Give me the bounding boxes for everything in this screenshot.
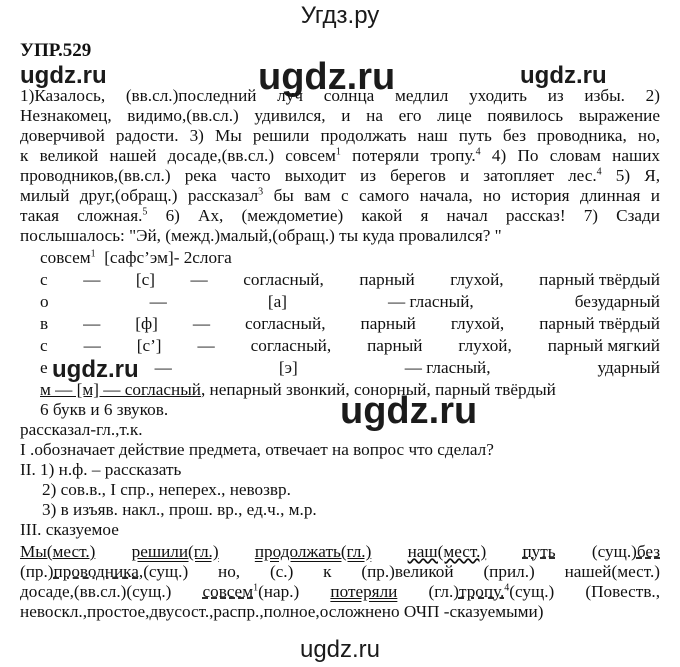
feature: согласный, <box>245 314 326 333</box>
parse-word: продолжать(гл.) <box>254 542 372 561</box>
dash: — <box>83 336 101 355</box>
dash: — <box>154 358 172 377</box>
phonetic-row <box>20 292 660 312</box>
sound: [а] <box>267 292 287 311</box>
transcription: [сафс’эм]- 2слога <box>104 248 232 267</box>
parse-word: тропу. <box>458 582 505 601</box>
feature: парный твёрдый <box>539 314 660 333</box>
parse-word: потеряли <box>330 582 398 601</box>
phonetic-row <box>20 358 660 378</box>
sound: [э] <box>278 358 298 377</box>
watermark: ugdz.ru <box>20 62 107 89</box>
footnote-mark: 4 <box>475 146 481 158</box>
parse-word: без <box>636 542 660 561</box>
footnote-mark: 5 <box>142 206 148 218</box>
footnote-mark: 1 <box>335 146 341 158</box>
site-header: Угдз.ру <box>300 2 380 29</box>
feature: парный мягкий <box>547 336 660 355</box>
dash: — гласный, <box>404 358 491 377</box>
text-line <box>20 166 660 186</box>
feature: глухой, <box>458 336 512 355</box>
sound: [с] <box>135 270 155 289</box>
parse-word: (Повеств., <box>585 582 661 601</box>
parse-word: совсем <box>202 582 254 601</box>
text-segment: 5) Я, <box>615 166 661 185</box>
site-footer: ugdz.ru <box>299 636 381 663</box>
text-line <box>20 206 660 226</box>
phonetic-summary: 6 букв и 6 звуков. <box>40 400 169 419</box>
parse-word: (пр.) <box>20 562 54 581</box>
text-line <box>20 186 660 206</box>
letter: о <box>40 292 49 311</box>
dash: — <box>149 292 167 311</box>
feature: парный <box>360 314 416 333</box>
watermark: ugdz.ru <box>340 390 478 432</box>
footnote-mark: 1 <box>90 248 96 260</box>
morph-line: 2) сов.в., I спр., неперех., невозвр. <box>42 480 291 499</box>
dash: — <box>83 314 101 333</box>
parse-word: но, <box>218 562 241 581</box>
letter: е <box>40 358 48 377</box>
parse-word: ,(сущ.) <box>138 562 189 581</box>
text-segment: , непарный звонкий, сонорный, парный твёрдый <box>200 380 556 399</box>
parse-line <box>20 562 660 582</box>
dash: — <box>190 270 208 289</box>
watermark: ugdz.ru <box>52 356 139 383</box>
sound: [с’] <box>136 336 162 355</box>
feature: глухой, <box>450 314 505 333</box>
text-segment: бы вам с самого начала, но история длинная и <box>273 186 661 205</box>
feature: парный твёрдый <box>539 270 660 289</box>
parse-word: проводника <box>53 562 139 581</box>
parse-word: (прил.) <box>483 562 535 581</box>
parse-line: невоскл.,простое,двусост.,распр.,полное,осложнено ОЧП -сказуемыми) <box>20 602 544 621</box>
feature: парный <box>367 336 423 355</box>
underlined-segment: м — [м] — согласный <box>40 380 201 399</box>
phonetic-row <box>20 336 660 356</box>
watermark: ugdz.ru <box>520 62 607 89</box>
feature: согласный, <box>243 270 324 289</box>
phonetic-word: совсем <box>40 248 91 267</box>
text-segment: к великой нашей досаде,(вв.сл.) совсем <box>20 146 336 165</box>
feature: согласный, <box>250 336 332 355</box>
feature: глухой, <box>450 270 504 289</box>
parse-word: (с.) <box>269 562 294 581</box>
phonetic-row <box>20 270 660 290</box>
feature: ударный <box>597 358 660 377</box>
footnote-mark: 3 <box>258 186 264 198</box>
morph-line: I .обозначает действие предмета, отвечает на вопрос что сделал? <box>20 440 494 459</box>
parse-line <box>20 542 660 562</box>
phonetic-word-line <box>40 248 640 268</box>
text-segment: проводников,(вв.сл.) река часто выходит из берегов и затопляет лес. <box>20 166 597 185</box>
text-segment: милый друг,(обращ.) рассказал <box>20 186 259 205</box>
text-line <box>20 146 660 166</box>
letter: с <box>40 336 48 355</box>
text-line: 1)Казалось, (вв.сл.)последний луч солнца медлил уходить из избы. 2) <box>20 86 660 105</box>
text-segment: 4) По словам наших <box>491 146 661 165</box>
sound: [ф] <box>135 314 158 333</box>
text-line: доверчивой радости. 3) Мы решили продолжать наш путь без проводника, но, <box>20 126 660 145</box>
parse-word: (сущ.) <box>509 582 555 601</box>
parse-word: решили(гл.) <box>131 542 219 561</box>
text-segment: потеряли тропу. <box>352 146 476 165</box>
parse-word: нашей(мест.) <box>564 562 661 581</box>
parse-word: к <box>323 562 332 581</box>
letter: в <box>40 314 49 333</box>
morph-line: II. 1) н.ф. – рассказать <box>20 460 182 479</box>
text-segment: такая сложная. <box>20 206 143 225</box>
parse-word: (нар.) <box>258 582 300 601</box>
parse-word: путь <box>522 542 556 561</box>
footnote-mark: 4 <box>504 582 510 594</box>
morph-head: рассказал-гл.,т.к. <box>20 420 143 439</box>
parse-word: (пр.)великой <box>361 562 454 581</box>
parse-word: наш(мест.) <box>407 542 487 561</box>
footnote-mark: 4 <box>596 166 602 178</box>
morph-line: III. сказуемое <box>20 520 119 539</box>
parse-line <box>20 582 660 602</box>
text-line: Незнакомец, видимо,(вв.сл.) удивился, и на его лице появилось выражение <box>20 106 660 125</box>
feature: парный <box>359 270 415 289</box>
footnote-mark: 1 <box>253 582 259 594</box>
phonetic-row <box>20 314 660 334</box>
parse-word: (сущ.) <box>591 542 637 561</box>
morph-line: 3) в изъяв. накл., прош. вр., ед.ч., м.р. <box>42 500 317 519</box>
parse-word: (гл.) <box>428 582 459 601</box>
letter: с <box>40 270 48 289</box>
dash: — <box>197 336 215 355</box>
exercise-title: УПР.529 <box>20 40 92 61</box>
watermark: ugdz.ru <box>258 56 396 98</box>
dash: — <box>83 270 101 289</box>
dash: — гласный, <box>387 292 474 311</box>
text-segment: 6) Ах, (междометие) какой я начал рассказ! 7) Сзади <box>165 206 660 225</box>
phonetic-row <box>20 380 660 400</box>
feature: безударный <box>574 292 660 311</box>
text-line: послышалось: "Эй, (межд.)малый,(обращ.) ты куда провалился? " <box>20 226 502 245</box>
parse-word: Мы(мест.) <box>20 542 96 561</box>
dash: — <box>192 314 211 333</box>
parse-word: досаде,(вв.сл.)(сущ.) <box>20 582 172 601</box>
